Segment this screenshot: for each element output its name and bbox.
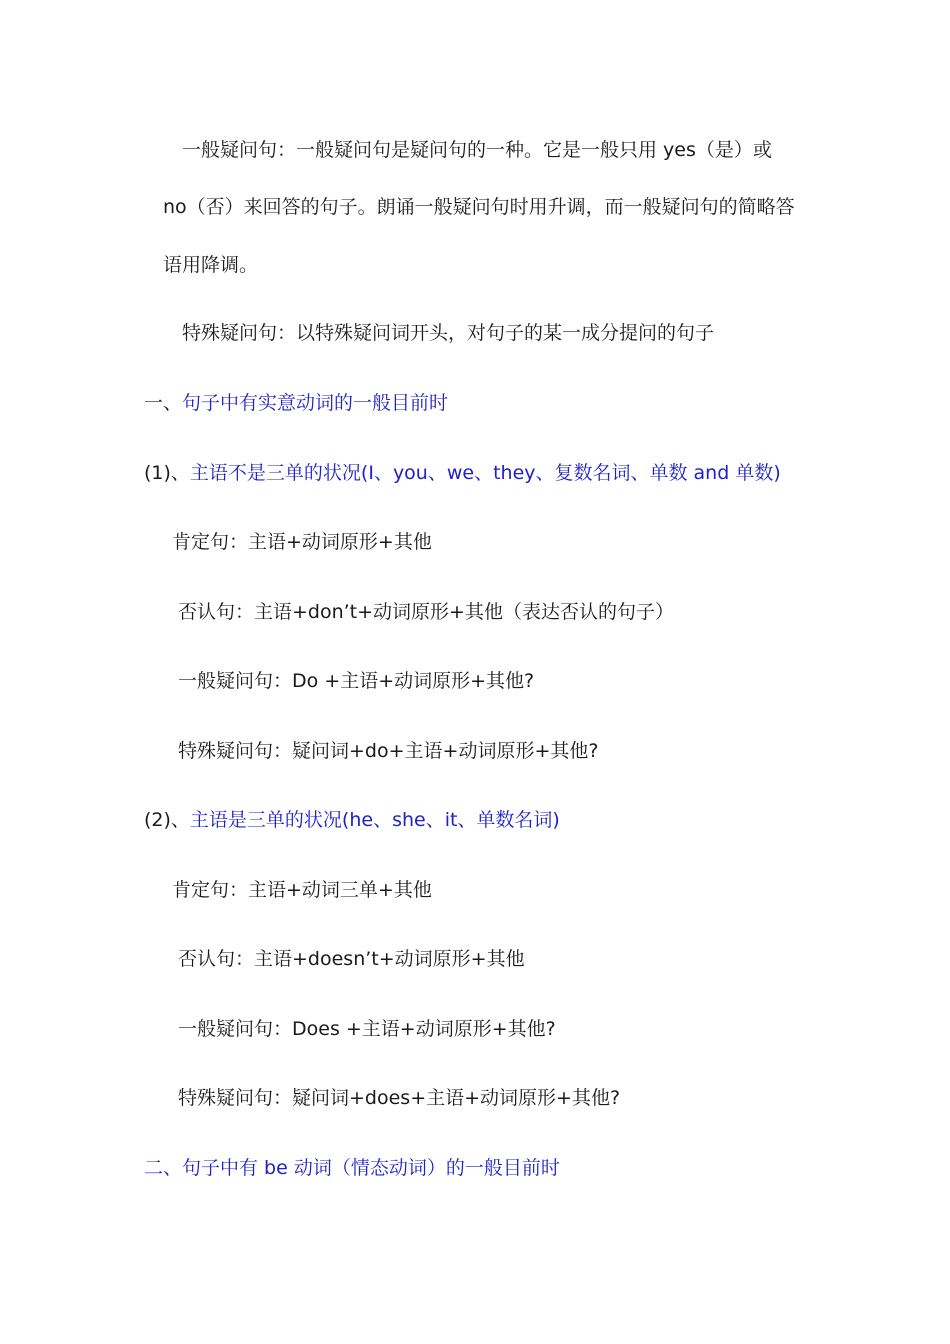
subsection-1-heading	[144, 461, 781, 485]
subsection-1-number: (1)、	[144, 462, 190, 484]
sub2-negative: 否认句：主语+doesn’t+动词原形+其他	[178, 948, 525, 970]
subsection-2-title: 主语是三单的状况(he、she、it、单数名词)	[189, 809, 560, 831]
section-2-heading: 二、句子中有 be 动词（情态动词）的一般目前时	[144, 1157, 560, 1179]
general-question-definition-line-1: 一般疑问句：一般疑问句是疑问句的一种。它是一般只用 yes（是）或	[182, 139, 772, 161]
sub1-negative: 否认句：主语+don’t+动词原形+其他（表达否认的句子）	[178, 601, 674, 623]
subsection-2-number: (2)、	[144, 809, 190, 831]
sub2-affirmative: 肯定句：主语+动词三单+其他	[172, 879, 432, 901]
general-question-definition-line-3: 语用降调。	[163, 254, 259, 276]
sub1-special-question: 特殊疑问句：疑问词+do+主语+动词原形+其他?	[178, 740, 599, 762]
sub1-affirmative: 肯定句：主语+动词原形+其他	[172, 531, 432, 553]
section-1-heading	[144, 391, 448, 415]
section-1-title: 句子中有实意动词的一般目前时	[182, 392, 449, 414]
general-question-definition-line-2: no（否）来回答的句子。朗诵一般疑问句时用升调，而一般疑问句的简略答	[163, 196, 795, 218]
sub2-general-question: 一般疑问句：Does +主语+动词原形+其他?	[178, 1018, 556, 1040]
section-1-number: 一、	[144, 392, 183, 414]
subsection-2-heading	[144, 808, 560, 832]
subsection-1-title: 主语不是三单的状况(I、you、we、they、复数名词、单数 and 单数)	[189, 462, 781, 484]
sub2-special-question: 特殊疑问句：疑问词+does+主语+动词原形+其他?	[178, 1087, 621, 1109]
sub1-general-question: 一般疑问句：Do +主语+动词原形+其他?	[178, 670, 535, 692]
special-question-definition: 特殊疑问句：以特殊疑问词开头，对句子的某一成分提问的句子	[182, 322, 715, 344]
